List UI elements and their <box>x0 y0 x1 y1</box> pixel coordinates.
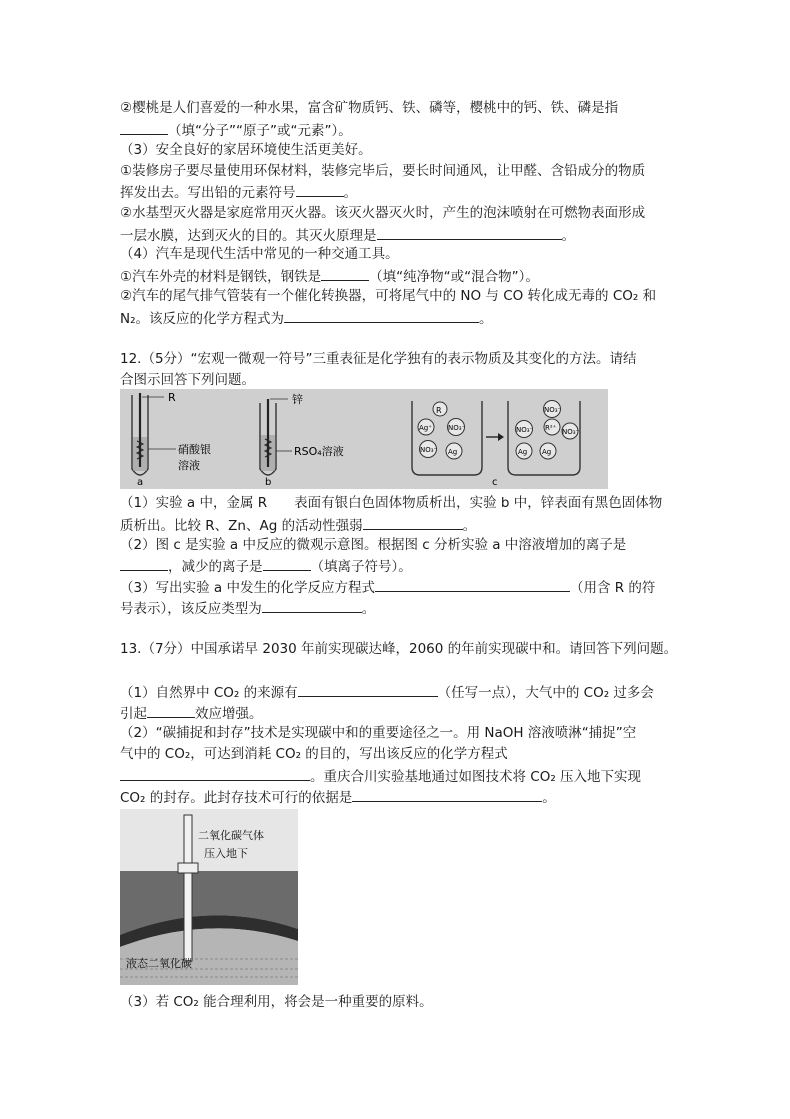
tube-a-solution-label-1: 硝酸银 <box>178 443 211 456</box>
q11-line-11-text: N₂。该反应的化学方程式为 <box>120 311 285 327</box>
answer-blank[interactable] <box>296 182 344 197</box>
q11-line-11-end: 。 <box>479 311 493 327</box>
q12-line-7-end: （用含 R 的符 <box>569 580 656 596</box>
answer-blank[interactable] <box>263 556 311 571</box>
q11-line-5-end: 。 <box>343 185 357 201</box>
answer-blank[interactable] <box>377 225 562 240</box>
q13-line-3-end: 效应增强。 <box>195 706 263 722</box>
inject-label: 压入地下 <box>204 847 248 860</box>
q13-line-7-end: 。 <box>542 790 556 806</box>
q13-line-6 <box>120 766 641 786</box>
ion-label: Ag <box>518 448 528 456</box>
q13-line-2-text: （1）自然界中 CO₂ 的来源有 <box>120 685 298 701</box>
answer-blank[interactable] <box>284 308 479 323</box>
ion-label: NO₃⁻ <box>448 424 466 432</box>
q12-figure <box>120 389 608 489</box>
q12-line-1: 12.（5分）“宏观一微观一符号”三重表征是化学独有的表示物质及其变化的方法。请结 <box>120 351 637 367</box>
q12-line-4-end: 。 <box>462 518 477 534</box>
q11-line-4: ①装修房子要尽量使用环保材料，装修完毕后，要长时间通风，让甲醛、含铅成分的物质 <box>120 163 646 179</box>
q11-line-10: ②汽车的尾气排气管装有一个催化转换器，可将尾气中的 NO 与 CO 转化成无毒的 CO₂ 和 <box>120 288 657 304</box>
q11-line-7-end: 。 <box>561 228 575 244</box>
q13-line-8: （3）若 CO₂ 能合理利用，将会是一种重要的原料。 <box>120 994 433 1010</box>
beaker-c-label: c <box>492 477 498 488</box>
answer-blank[interactable] <box>352 787 542 802</box>
q13-line-1: 13.（7分）中国承诺早 2030 年前实现碳达峰，2060 的年前实现碳中和。请回答下列问题。 <box>120 641 678 657</box>
ion-label: Ag <box>542 448 552 456</box>
q11-line-6: ②水基型灭火器是家庭常用灭火器。该灭火器灭火时，产生的泡沫喷射在可燃物表面形成 <box>120 205 646 221</box>
q13-line-2-end: （任写一点），大气中的 CO₂ 过多会 <box>437 685 654 701</box>
ion-label: Ag⁺ <box>419 424 432 432</box>
injection-pipe <box>184 815 192 961</box>
q11-line-3: （3）安全良好的家居环境使生活更美好。 <box>120 142 372 158</box>
q13-line-3 <box>120 703 263 723</box>
tube-b-solution-label: RSO₄溶液 <box>294 445 344 458</box>
q11-line-2-text: （填“分子”“原子”或“元素”）。 <box>168 123 352 139</box>
tube-a-label: a <box>137 477 144 488</box>
q13-line-3-text: 引起 <box>120 706 147 722</box>
tube-a-metal-label: R <box>168 391 176 404</box>
q13-line-6-text: 。重庆合川实验基地通过如图技术将 CO₂ 压入地下实现 <box>310 769 642 785</box>
q11-line-5 <box>120 182 357 202</box>
q12-line-8-text: 号表示），该反应类型为 <box>120 601 262 617</box>
answer-blank[interactable] <box>375 577 570 592</box>
q11-line-5-text: 挥发出去。写出铅的元素符号 <box>120 185 296 201</box>
q11-line-9-end: （填“纯净物“或“混合物”）。 <box>369 269 539 285</box>
q13-line-2 <box>120 682 654 702</box>
ion-label: NO₃⁻ <box>516 426 534 434</box>
q12-line-6 <box>120 556 412 576</box>
figure-background <box>120 389 608 489</box>
q11-line-11 <box>120 308 493 328</box>
q13-figure <box>120 809 298 985</box>
tube-b-metal-label: 锌 <box>292 393 303 406</box>
ion-label: NO₃⁻ <box>544 406 562 414</box>
q12-line-2: 合图示回答下列问题。 <box>120 372 255 388</box>
q13-line-7-text: CO₂ 的封存。此封存技术可行的依据是 <box>120 790 353 806</box>
ion-label: NO₃⁻ <box>562 428 580 436</box>
liquid-co2-label: 液态二氧化碳 <box>126 957 192 970</box>
wellhead <box>178 863 198 873</box>
q11-line-7-text: 一层水膜，达到灭火的目的。其灭火原理是 <box>120 228 377 244</box>
q11-line-7 <box>120 225 575 245</box>
answer-blank[interactable] <box>321 266 369 281</box>
ion-label: R²⁺ <box>545 424 557 432</box>
answer-blank[interactable] <box>120 120 168 135</box>
q13-line-4: （2）“碳捕捉和封存”技术是实现碳中和的重要途径之一。用 NaOH 溶液喷淋“捕捉”空 <box>120 725 637 741</box>
ion-label: NO₃⁻ <box>420 446 438 454</box>
q12-line-6-text: ，减少的离子是 <box>168 559 263 575</box>
tube-b-label: b <box>265 477 272 488</box>
answer-blank[interactable] <box>120 556 168 571</box>
ion-label: R <box>436 406 442 415</box>
q12-line-7-text: （3）写出实验 a 中发生的化学反应方程式 <box>120 580 375 596</box>
q12-line-8-end: 。 <box>361 601 376 617</box>
q11-line-2 <box>120 120 352 140</box>
q12-line-3: （1）实验 a 中，金属 R 表面有银白色固体物质析出，实验 b 中，锌表面有黑色固体物 <box>120 495 663 511</box>
q12-line-5: （2）图 c 是实验 a 中反应的微观示意图。根据图 c 分析实验 a 中溶液增加的离子是 <box>120 537 627 553</box>
q12-line-6-end: （填离子符号）。 <box>310 559 412 575</box>
q11-line-1: ②樱桃是人们喜爱的一种水果，富含矿物质钙、铁、磷等，樱桃中的钙、铁、磷是指 <box>120 100 619 116</box>
answer-blank[interactable] <box>120 766 310 781</box>
tube-a-solution-label-2: 溶液 <box>178 459 200 472</box>
co2-gas-label: 二氧化碳气体 <box>198 829 264 842</box>
q12-line-4-text: 质析出。比较 R、Zn、Ag 的活动性强弱 <box>120 518 363 534</box>
ion-label: Ag <box>448 448 458 456</box>
q12-line-8 <box>120 598 375 618</box>
q13-line-7 <box>120 787 556 807</box>
q12-line-7 <box>120 577 655 597</box>
answer-blank[interactable] <box>363 515 463 530</box>
answer-blank[interactable] <box>262 598 362 613</box>
answer-blank[interactable] <box>298 682 438 697</box>
q12-line-4 <box>120 515 476 535</box>
q11-line-9-text: ①汽车外壳的材料是钢铁，钢铁是 <box>120 269 322 285</box>
q11-line-8: （4）汽车是现代生活中常见的一种交通工具。 <box>120 246 399 262</box>
q11-line-9 <box>120 266 539 286</box>
answer-blank[interactable] <box>147 703 195 718</box>
q13-line-5: 气中的 CO₂，可达到消耗 CO₂ 的目的，写出该反应的化学方程式 <box>120 746 508 762</box>
